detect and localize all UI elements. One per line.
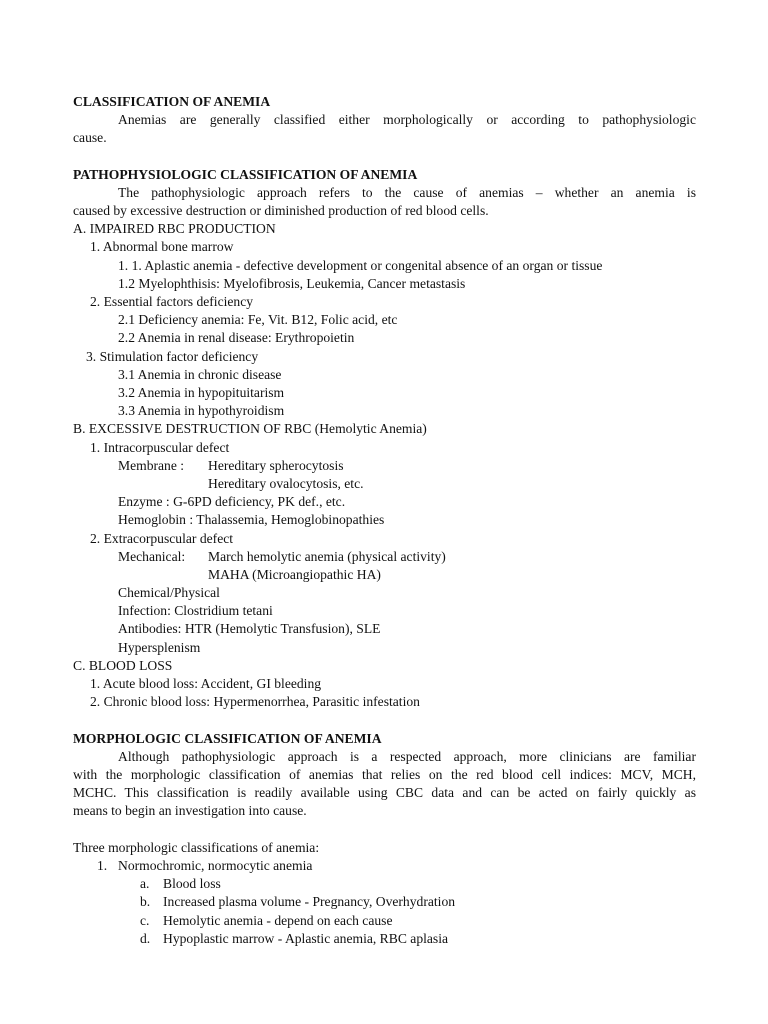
hemoglobin-line: Hemoglobin : Thalassemia, Hemoglobinopathies: [118, 512, 385, 527]
a-item-1-1: 1. 1. Aplastic anemia - defective development or congenital absence of an organ or tissue: [118, 258, 603, 273]
a-item-2-1: 2.1 Deficiency anemia: Fe, Vit. B12, Folic acid, etc: [118, 312, 398, 327]
membrane-label: Membrane :: [118, 458, 185, 473]
hypersplenism-line: Hypersplenism: [118, 640, 201, 655]
membrane-item-2: Hereditary ovalocytosis, etc.: [208, 476, 364, 491]
morph-para-line-2: with the morphologic classification of anemias that relies on the red blood cell indices: MCV, MCH,: [73, 767, 696, 782]
sub-item-letter: d.: [140, 931, 151, 946]
intro-line-1: Anemias are generally classified either morphologically or according to pathophysiologic: [118, 112, 696, 127]
sub-item-text: Blood loss: [163, 876, 221, 891]
morph-para-line-1: Although pathophysiologic approach is a respected approach, more clinicians are familiar: [118, 749, 696, 764]
membrane-item-1: Hereditary spherocytosis: [208, 458, 344, 473]
antibodies-line: Antibodies: HTR (Hemolytic Transfusion), SLE: [118, 621, 381, 636]
morph-para-line-3: MCHC. This classification is readily available using CBC data and can be acted on fairly quickly as: [73, 785, 696, 800]
c-item-1: 1. Acute blood loss: Accident, GI bleeding: [90, 676, 322, 691]
a-item-3-3: 3.3 Anemia in hypothyroidism: [118, 403, 285, 418]
patho-para-line-2: caused by excessive destruction or diminished production of red blood cells.: [73, 203, 489, 218]
sub-item-text: Hypoplastic marrow - Aplastic anemia, RBC aplasia: [163, 931, 449, 946]
sub-item-text: Increased plasma volume - Pregnancy, Overhydration: [163, 894, 456, 909]
sub-item-letter: b.: [140, 894, 151, 909]
a-item-3: 3. Stimulation factor deficiency: [86, 349, 259, 364]
section-c-heading: C. BLOOD LOSS: [73, 658, 173, 673]
section-a-heading: A. IMPAIRED RBC PRODUCTION: [73, 221, 276, 236]
intro-line-2: cause.: [73, 130, 107, 145]
morph-heading: MORPHOLOGIC CLASSIFICATION OF ANEMIA: [73, 731, 382, 746]
mechanical-item-2: MAHA (Microangiopathic HA): [208, 567, 381, 582]
a-item-2: 2. Essential factors deficiency: [90, 294, 254, 309]
document-title: CLASSIFICATION OF ANEMIA: [73, 94, 271, 109]
a-item-3-2: 3.2 Anemia in hypopituitarism: [118, 385, 285, 400]
enzyme-line: Enzyme : G-6PD deficiency, PK def., etc.: [118, 494, 346, 509]
morph-item-1-text: Normochromic, normocytic anemia: [118, 858, 313, 873]
sub-item-letter: a.: [140, 876, 150, 891]
mechanical-label: Mechanical:: [118, 549, 186, 564]
morph-item-1-number: 1.: [97, 858, 108, 873]
infection-line: Infection: Clostridium tetani: [118, 603, 273, 618]
a-item-2-2: 2.2 Anemia in renal disease: Erythropoietin: [118, 330, 355, 345]
sub-item-text: Hemolytic anemia - depend on each cause: [163, 913, 393, 928]
a-item-1-2: 1.2 Myelophthisis: Myelofibrosis, Leukemia, Cancer metastasis: [118, 276, 466, 291]
mechanical-item-1: March hemolytic anemia (physical activity): [208, 549, 446, 564]
b-item-1: 1. Intracorpuscular defect: [90, 440, 230, 455]
patho-para-line-1: The pathophysiologic approach refers to the cause of anemias – whether an anemia is: [118, 185, 696, 200]
a-item-3-1: 3.1 Anemia in chronic disease: [118, 367, 282, 382]
a-item-1: 1. Abnormal bone marrow: [90, 239, 234, 254]
morph-list-intro: Three morphologic classifications of anemia:: [73, 840, 320, 855]
sub-item-letter: c.: [140, 913, 150, 928]
b-item-2: 2. Extracorpuscular defect: [90, 531, 234, 546]
section-b-heading: B. EXCESSIVE DESTRUCTION OF RBC (Hemolytic Anemia): [73, 421, 427, 436]
morph-para-line-4: means to begin an investigation into cause.: [73, 803, 307, 818]
chemical-line: Chemical/Physical: [118, 585, 220, 600]
patho-heading: PATHOPHYSIOLOGIC CLASSIFICATION OF ANEMIA: [73, 167, 418, 182]
c-item-2: 2. Chronic blood loss: Hypermenorrhea, Parasitic infestation: [90, 694, 420, 709]
